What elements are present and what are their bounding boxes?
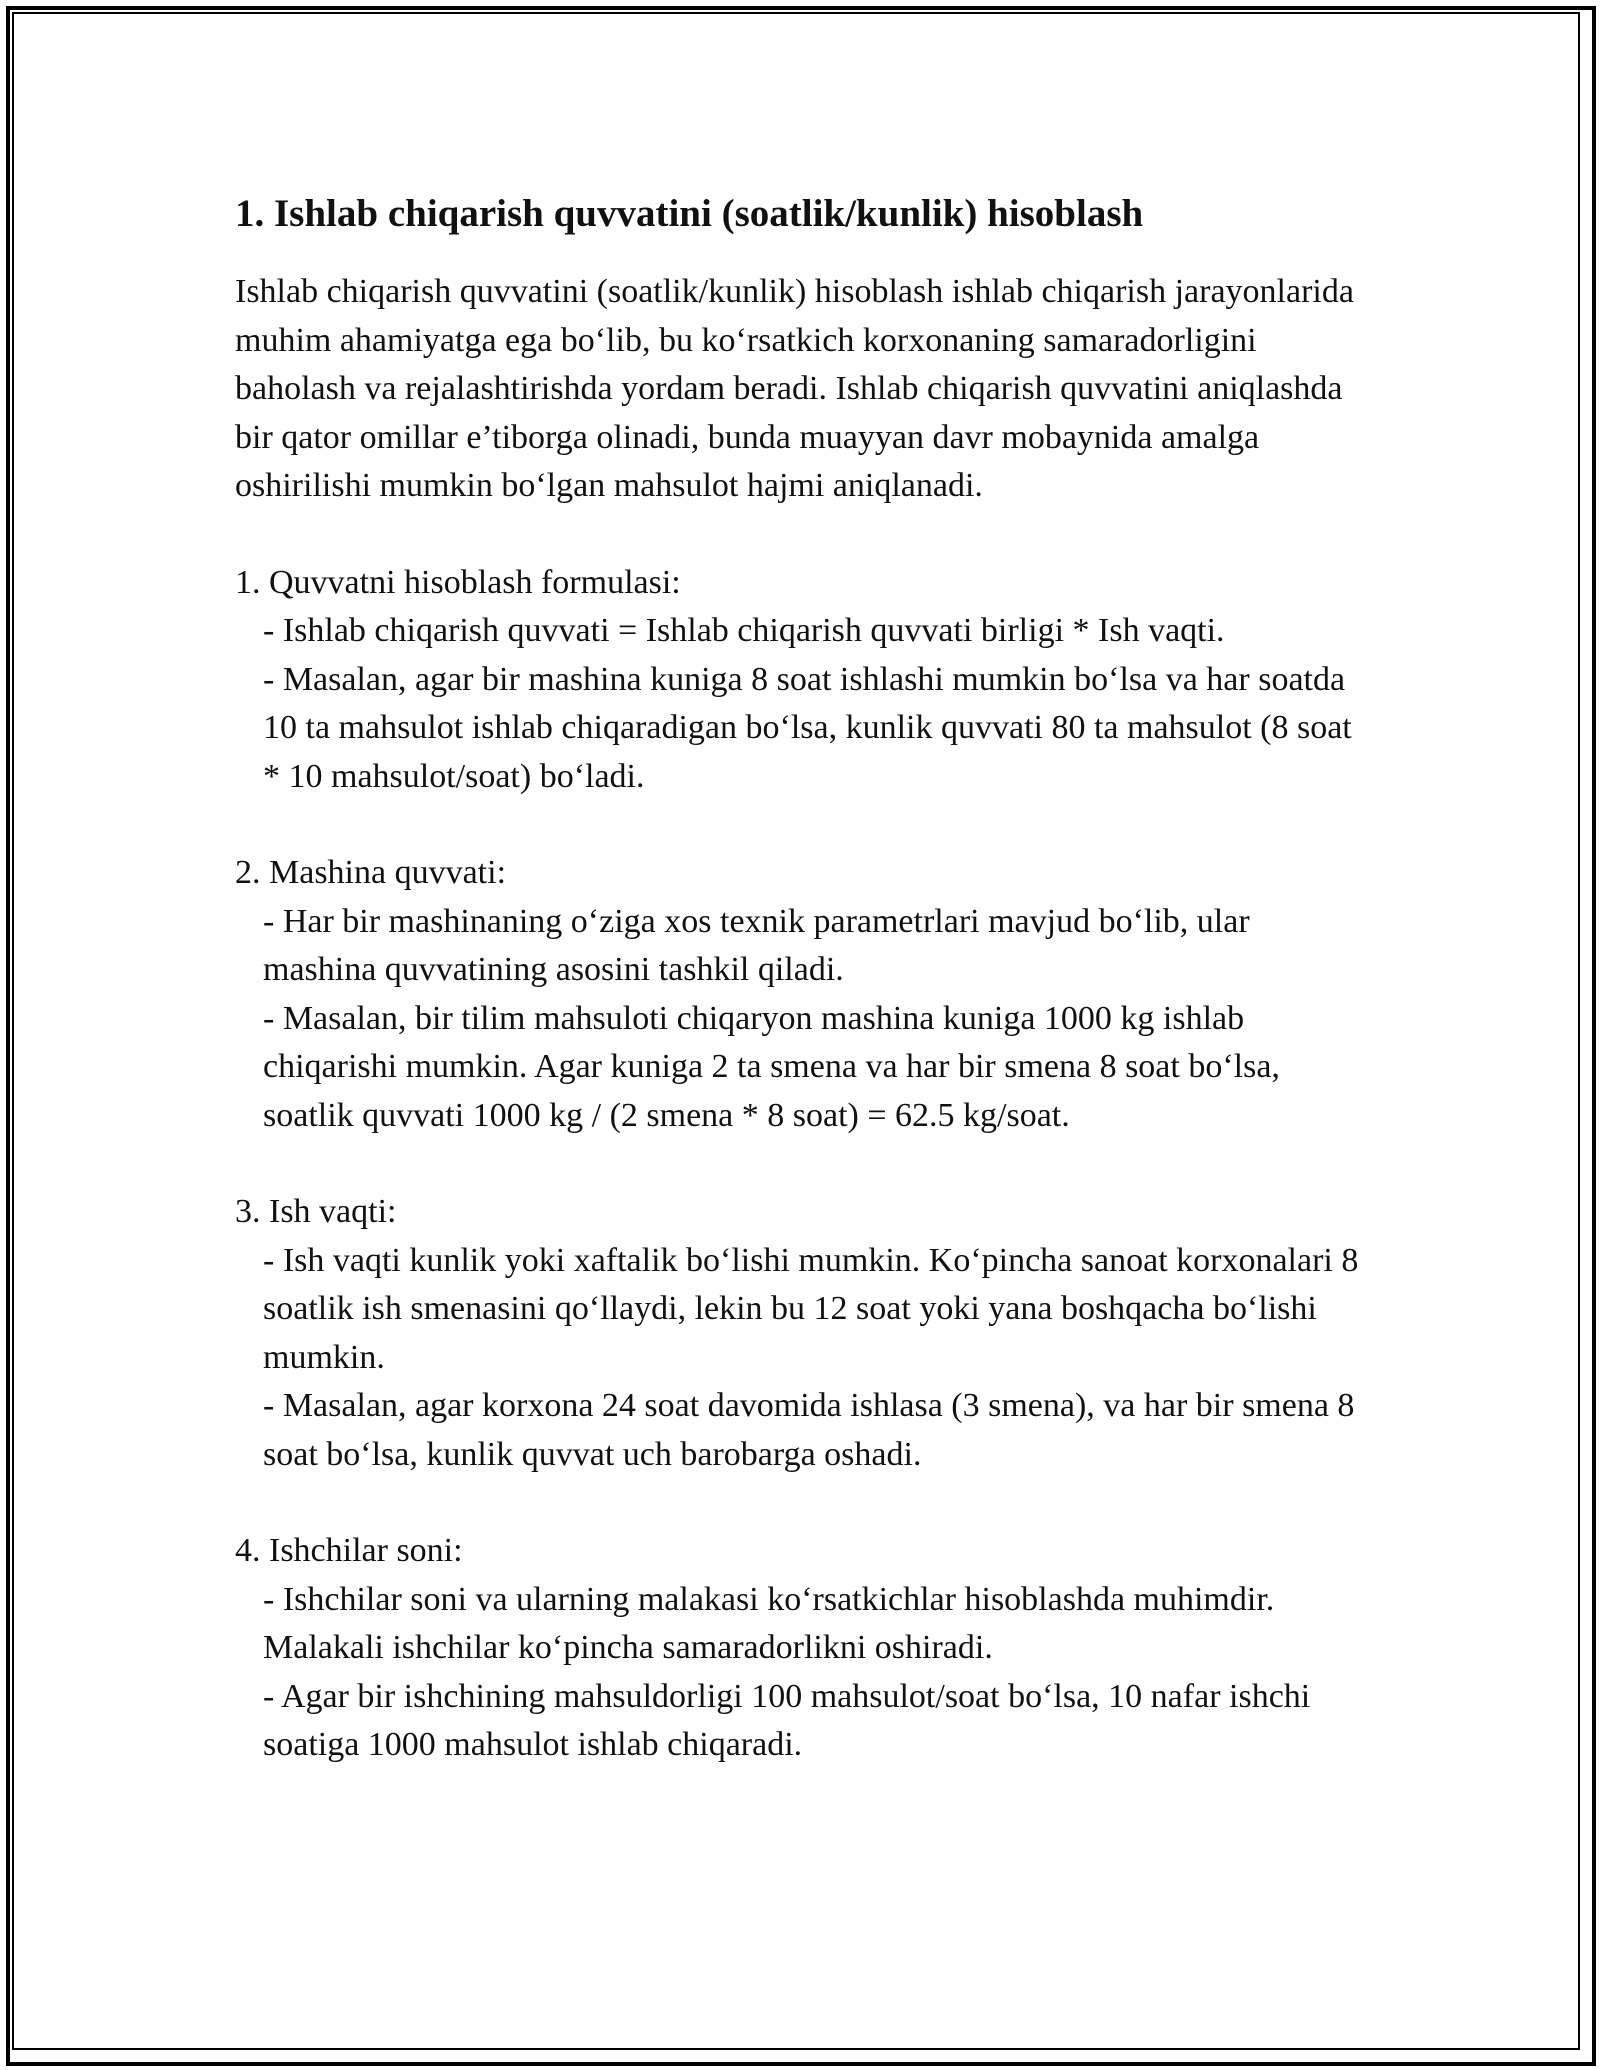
document-body [235,186,1365,1770]
section-item: - Ish vaqti kunlik yoki xaftalik bo‘lishi mumkin. Ko‘pincha sanoat korxonalari 8 soatlik ish smenasini qo‘llaydi, lekin bu 12 soat yoki yana boshqacha bo‘lishi mumkin. [263,1241,1359,1376]
section-work-time [235,1188,1365,1479]
document-title: 1. Ishlab chiqarish quvvatini (soatlik/kunlik) hisoblash [235,192,1144,235]
section-heading: 3. Ish vaqti: [235,1193,397,1230]
section-heading: 1. Quvvatni hisoblash formulasi: [235,563,681,601]
section-machine-capacity [235,849,1365,1140]
section-item: - Masalan, agar korxona 24 soat davomida ishlasa (3 smena), va har bir smena 8 soat bo‘lsa, kunlik quvvat uch barobarga oshadi. [263,1387,1355,1473]
section-item: - Har bir mashinaning o‘ziga xos texnik parametrlari mavjud bo‘lib, ular mashina quvvatining asosini tashkil qiladi. [263,902,1250,988]
section-formula [235,559,1365,802]
section-item: - Masalan, bir tilim mahsuloti chiqaryon mashina kuniga 1000 kg ishlab chiqarishi mumkin. Agar kuniga 2 ta smena va har bir smena 8 soat bo‘lsa, soatlik quvvati 1000 kg / (2 smena * 8 soat) = 62.5 kg/soat. [263,999,1280,1134]
section-workers [235,1527,1365,1770]
section-item: - Ishchilar soni va ularning malakasi ko‘rsatkichlar hisoblashda muhimdir. Malakali ishchilar ko‘pincha samaradorlikni oshiradi. [263,1580,1275,1666]
section-item: - Masalan, agar bir mashina kuniga 8 soat ishlashi mumkin bo‘lsa va har soatda 10 ta mahsulot ishlab chiqaradigan bo‘lsa, kunlik quvvati 80 ta mahsulot (8 soat * 10 mahsulot/soat) bo‘ladi. [263,660,1352,795]
section-item: - Agar bir ishchining mahsuldorligi 100 mahsulot/soat bo‘lsa, 10 nafar ishchi soatiga 1000 mahsulot ishlab chiqaradi. [263,1677,1311,1763]
section-item: - Ishlab chiqarish quvvati = Ishlab chiqarish quvvati birligi * Ish vaqti. [263,612,1225,649]
section-heading: 2. Mashina quvvati: [235,854,507,891]
intro-paragraph: Ishlab chiqarish quvvatini (soatlik/kunlik) hisoblash ishlab chiqarish jarayonlarida muhim ahamiyatga ega bo‘lib, bu ko‘rsatkich korxonaning samaradorligini baholash va rejalashtirishda yordam beradi. Ishlab chiqarish quvvatini aniqlashda bir qator omillar e’tiborga olinadi, bunda muayyan davr mobaynida amalga oshirilishi mumkin bo‘lgan mahsulot hajmi aniqlanadi. [235,273,1354,504]
section-heading: 4. Ishchilar soni: [235,1532,463,1569]
